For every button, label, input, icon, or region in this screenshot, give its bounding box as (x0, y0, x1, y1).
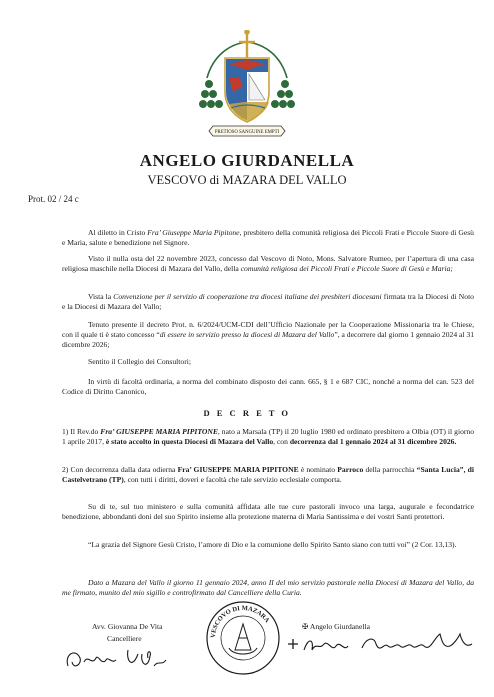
seal-text: VESCOVO DI MAZARA (209, 604, 271, 639)
blessing-paragraph: Su di te, sul tuo ministero e sulla comunità affidata alle tue cure pastorali invoco una larga, augurale e fecondatrice benedizione, abbondanti doni del suo Spirito insieme alla protezione materna di Maria Santissima e dei vostri Santi protettori. (62, 502, 474, 522)
decree-item-2: 2) Con decorrenza dalla data odierna Fra’ GIUSEPPE MARIA PIPITONE è nominato Parroco della parrocchia “Santa Lucia”, di Castelvetrano (TP), con tutti i diritti, doveri e facoltà che tale servizio ecclesiale comporta. (62, 465, 474, 485)
decree-item-1: 1) Il Rev.do Fra’ GIUSEPPE MARIA PIPITONE, nato a Marsala (TP) il 20 luglio 1980 ed ordinato presbitero a Olbia (OT) il giorno 1 aprile 2017, è stato accolto in questa Diocesi di Mazara del Vallo, con decorrenza dal 1 gennaio 2024 al 31 dicembre 2026. (62, 427, 474, 447)
convenzione-paragraph: Vista la Convenzione per il servizio di cooperazione tra diocesi italiane dei presbiteri diocesani firmata tra la Diocesi di Noto e la Diocesi di Mazara del Vallo; (62, 292, 474, 312)
motto-text: PRETIOSO SANGUINE EMPTI (214, 130, 280, 136)
shield (225, 58, 269, 122)
decree-title: D E C R E T O (203, 408, 291, 418)
motto-ribbon (209, 126, 285, 136)
nulla-osta-paragraph: Visto il nulla osta del 22 novembre 2023, concesso dal Vescovo di Noto, Mons. Salvatore Rumeo, per l’apertura di una casa religiosa maschile nella Diocesi di Mazara del Vallo, della comunità religiosa dei Piccoli Frati e Piccole Suore di Gesù e Maria; (62, 254, 474, 274)
coat-of-arms (199, 30, 295, 150)
closing-paragraph: Dato a Mazara del Vallo il giorno 11 gennaio 2024, anno II del mio servizio pastorale nella Diocesi di Mazara del Vallo, da me firmato, munito del mio sigillo e controfirmato dal Cancelliere della Curia. (62, 578, 474, 598)
chancellor-name: Avv. Giovanna De Vita (92, 622, 163, 631)
bishop-role-heading: VESCOVO di MAZARA DEL VALLO (147, 173, 347, 187)
scripture-quote: “La grazia del Signore Gesù Cristo, l’amore di Dio e la comunione dello Spirito Santo siano con tutti voi” (2 Cor. 13,13). (88, 540, 457, 549)
official-seal (205, 598, 281, 678)
consultori-paragraph: Sentito il Collegio dei Consultori; (88, 357, 191, 366)
bishop-name-heading: ANGELO GIURDANELLA (139, 151, 355, 170)
decree-reference-paragraph: Tenuto presente il decreto Prot. n. 6/2024/UCM-CDI dell’Ufficio Nazionale per la Cooperazione Missionaria tra le Chiese, con il quale ti è stato concesso “di essere in servizio presso la diocesi di Mazara del Vallo”, a decorrere dal giorno 1 gennaio 2024 al 31 dicembre 2026; (62, 320, 475, 350)
bishop-signature-name: ✠ Angelo Giurdanella (302, 622, 370, 631)
bishop-signature (284, 628, 476, 660)
chancellor-signature (62, 640, 182, 676)
protocol-number: Prot. 02 / 24 c (28, 194, 79, 204)
chancellor-title: Cancelliere (107, 634, 142, 643)
greeting-paragraph: Al diletto in Cristo Fra’ Giuseppe Maria Pipitone, presbitero della comunità religiosa dei Piccoli Frati e Piccole Suore di Gesù e Maria, salute e benedizione nel Signore. (62, 228, 474, 248)
faculty-paragraph: In virtù di facoltà ordinaria, a norma del combinato disposto dei cann. 665, § 1 e 687 CIC, nonché a norma del can. 523 del Codice di Diritto Canonico, (62, 377, 474, 397)
